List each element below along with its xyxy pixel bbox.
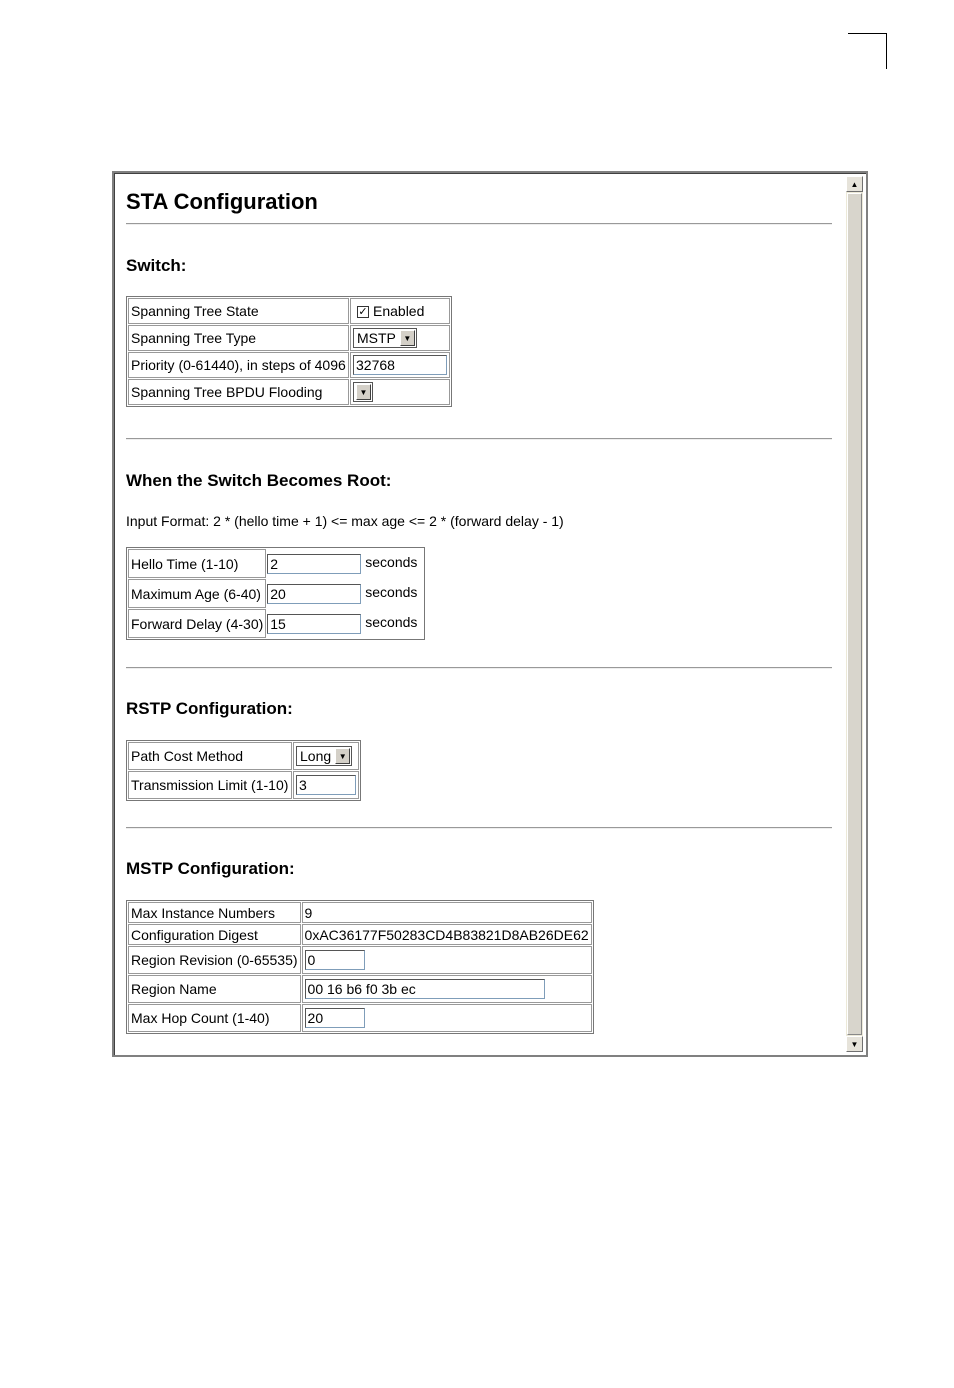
table-row bbox=[128, 579, 423, 608]
table-row bbox=[128, 1004, 592, 1032]
scrollbar-thumb[interactable] bbox=[847, 193, 862, 1035]
spanning-tree-type-select[interactable] bbox=[353, 328, 417, 348]
max-instance-value: 9 bbox=[302, 902, 592, 923]
table-row bbox=[128, 352, 450, 378]
region-name-input[interactable]: 00 16 b6 f0 3b ec bbox=[305, 979, 545, 999]
divider bbox=[126, 667, 832, 669]
region-revision-label: Region Revision (0-65535) bbox=[128, 946, 301, 974]
priority-label: Priority (0-61440), in steps of 4096 bbox=[128, 352, 349, 378]
divider bbox=[126, 438, 832, 440]
table-row bbox=[128, 609, 423, 638]
max-age-unit: seconds bbox=[365, 584, 418, 601]
table-row bbox=[128, 924, 592, 945]
table-row bbox=[128, 379, 450, 405]
hello-time-input[interactable]: 2 bbox=[267, 554, 361, 574]
chevron-down-icon: ▼ bbox=[356, 384, 371, 400]
vertical-scrollbar[interactable] bbox=[846, 176, 863, 1052]
max-instance-label: Max Instance Numbers bbox=[128, 902, 301, 923]
rstp-heading: RSTP Configuration: bbox=[126, 699, 293, 718]
bpdu-flooding-select[interactable] bbox=[353, 382, 373, 402]
priority-input[interactable]: 32768 bbox=[353, 355, 447, 375]
table-row bbox=[128, 771, 359, 799]
region-name-label: Region Name bbox=[128, 975, 301, 1003]
spanning-tree-state-cell bbox=[350, 298, 450, 324]
forward-delay-input[interactable]: 15 bbox=[267, 614, 361, 634]
table-row bbox=[128, 975, 592, 1003]
table-row bbox=[128, 742, 359, 770]
bpdu-flooding-label: Spanning Tree BPDU Flooding bbox=[128, 379, 349, 405]
page-corner-mark bbox=[848, 33, 887, 69]
chevron-down-icon: ▼ bbox=[335, 748, 350, 764]
spanning-tree-type-label: Spanning Tree Type bbox=[128, 325, 349, 351]
path-cost-method-select[interactable] bbox=[296, 746, 352, 766]
scroll-down-arrow-icon[interactable]: ▼ bbox=[846, 1036, 863, 1052]
region-revision-input[interactable]: 0 bbox=[305, 950, 365, 970]
config-digest-label: Configuration Digest bbox=[128, 924, 301, 945]
spanning-tree-state-checkbox[interactable]: ✓ bbox=[358, 306, 368, 319]
input-format-note: Input Format: 2 * (hello time + 1) <= max age <= 2 * (forward delay - 1) bbox=[126, 513, 564, 529]
mstp-heading: MSTP Configuration: bbox=[126, 859, 295, 878]
transmission-limit-input[interactable]: 3 bbox=[296, 775, 356, 795]
switch-table bbox=[126, 296, 452, 407]
table-row bbox=[128, 902, 592, 923]
switch-heading: Switch: bbox=[126, 256, 187, 275]
divider bbox=[126, 827, 832, 829]
config-digest-value: 0xAC36177F50283CD4B83821D8AB26DE62 bbox=[302, 924, 592, 945]
path-cost-method-value: Long bbox=[300, 748, 332, 764]
max-hop-count-label: Max Hop Count (1-40) bbox=[128, 1004, 301, 1032]
path-cost-method-label: Path Cost Method bbox=[128, 742, 292, 770]
rstp-table bbox=[126, 740, 361, 801]
root-table bbox=[126, 547, 425, 640]
table-row bbox=[128, 325, 450, 351]
table-row bbox=[128, 549, 423, 578]
table-row bbox=[128, 946, 592, 974]
page-title: STA Configuration bbox=[126, 189, 318, 214]
max-age-label: Maximum Age (6-40) bbox=[128, 579, 266, 608]
forward-delay-label: Forward Delay (4-30) bbox=[128, 609, 266, 638]
spanning-tree-state-value: Enabled bbox=[373, 303, 425, 319]
chevron-down-icon: ▼ bbox=[400, 330, 415, 346]
mstp-table bbox=[126, 900, 594, 1034]
spanning-tree-state-label: Spanning Tree State bbox=[128, 298, 349, 324]
root-heading: When the Switch Becomes Root: bbox=[126, 471, 392, 490]
max-age-input[interactable]: 20 bbox=[267, 584, 361, 604]
hello-time-unit: seconds bbox=[365, 554, 418, 571]
scroll-up-arrow-icon[interactable]: ▲ bbox=[846, 176, 863, 192]
max-hop-count-input[interactable]: 20 bbox=[305, 1008, 365, 1028]
transmission-limit-label: Transmission Limit (1-10) bbox=[128, 771, 292, 799]
forward-delay-unit: seconds bbox=[365, 614, 418, 631]
hello-time-label: Hello Time (1-10) bbox=[128, 549, 266, 578]
divider bbox=[126, 223, 832, 225]
spanning-tree-type-value: MSTP bbox=[357, 330, 396, 346]
table-row bbox=[128, 298, 450, 324]
